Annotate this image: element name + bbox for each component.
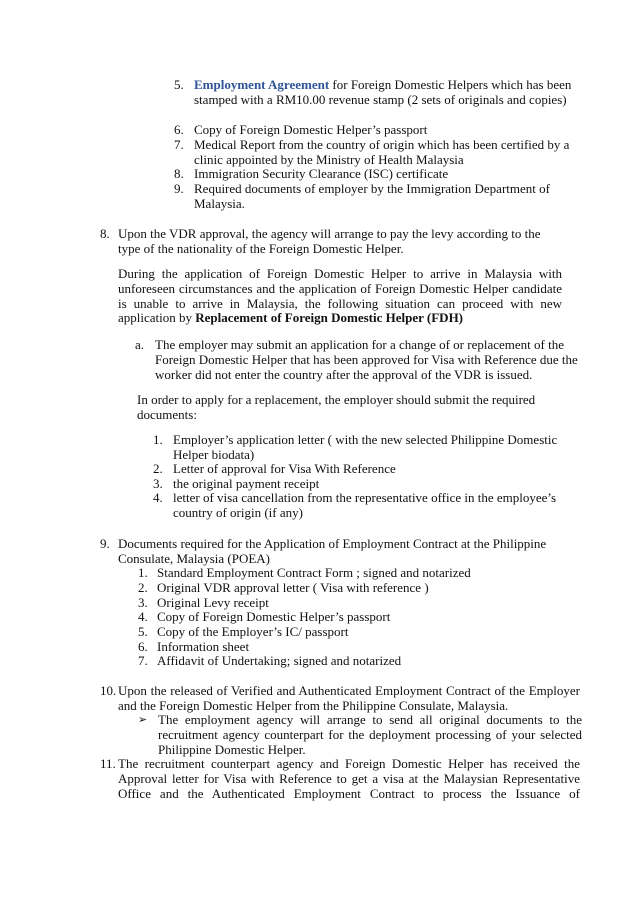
list-item [174, 123, 584, 138]
list-item [138, 566, 577, 581]
bullet-item [138, 713, 582, 757]
list-item [174, 78, 584, 108]
list-item-text: Copy of Foreign Domestic Helper’s passport [194, 122, 428, 137]
list-number: 7. [174, 137, 184, 152]
list-item-text: Copy of the Employer’s IC/ passport [157, 624, 349, 639]
list-number: 5. [174, 77, 184, 92]
list-number: 9. [174, 181, 184, 196]
list-item-text: Standard Employment Contract Form ; signed and notarized [157, 565, 471, 580]
section-text: Documents required for the Application of Employment Contract at the Philippine Consulate, Malaysia (POEA) [118, 536, 547, 566]
section-8 [100, 227, 564, 257]
list-item-text: Original Levy receipt [157, 595, 269, 610]
list-item-text: Employer’s application letter ( with the new selected Philippine Domestic Helper biodata) [173, 432, 558, 462]
list-item [153, 491, 583, 521]
list-item-text: for Foreign Domestic Helpers which has been stamped with a RM10.00 revenue stamp (2 sets of originals and copies) [194, 77, 572, 107]
section-text: The recruitment counterpart agency and Foreign Domestic Helper has received the Approval letter for Visa with Reference to get a visa at the Malaysian Representative Office and the Authenticated Employment Contract to process the Issuance of [118, 756, 580, 801]
list-number: 7. [138, 653, 148, 668]
replacement-heading: Replacement of Foreign Domestic Helper (FDH) [195, 310, 464, 326]
list-item [153, 433, 583, 463]
section-9 [100, 537, 580, 567]
list-number: 4. [138, 609, 148, 624]
replacement-paragraph [118, 267, 562, 326]
list-item [138, 625, 577, 640]
section-text: Upon the released of Verified and Authenticated Employment Contract of the Employer and the Foreign Domestic Helper from the Philippine Consulate, Malaysia. [118, 683, 580, 713]
arrow-bullet-icon: ➢ [138, 713, 148, 726]
list-item-a [135, 338, 585, 382]
list-item [138, 610, 577, 625]
list-item-text: Letter of approval for Visa With Reference [173, 461, 396, 476]
list-item-text: letter of visa cancellation from the representative office in the employee’s country of origin (if any) [173, 490, 557, 520]
list-item [153, 462, 583, 477]
replacement-intro: In order to apply for a replacement, the employer should submit the required documents: [137, 392, 536, 422]
section-number: 10. [100, 683, 117, 698]
list-item-text: Information sheet [157, 639, 250, 654]
list-number: 3. [138, 595, 148, 610]
list-item-text: the original payment receipt [173, 476, 320, 491]
list-letter: a. [135, 337, 145, 352]
list-item [138, 581, 577, 596]
list-item-text: Immigration Security Clearance (ISC) certificate [194, 166, 449, 181]
list-number: 6. [138, 639, 148, 654]
list-number: 5. [138, 624, 148, 639]
bullet-text: The employment agency will arrange to send all original documents to the recruitment agency counterpart for the deployment processing of your selected Philippine Domestic Helper. [158, 712, 582, 757]
list-number: 8. [174, 166, 184, 181]
paragraph-text: During the application of Foreign Domestic Helper to arrive in Malaysia with unforeseen circumstances and the application of Foreign Domestic Helper candidate is unable to arrive in Malaysia, the following situation can proceed with new application by [118, 266, 562, 326]
list-number: 3. [153, 476, 163, 491]
list-number: 4. [153, 490, 163, 505]
list-item-text: Original VDR approval letter ( Visa with reference ) [157, 580, 429, 595]
section-number: 11. [100, 756, 116, 771]
employment-agreement-link: Employment Agreement [194, 77, 330, 92]
list-number: 1. [138, 565, 148, 580]
list-item [174, 167, 584, 182]
list-item-text: Copy of Foreign Domestic Helper’s passport [157, 609, 391, 624]
list-item-text: Required documents of employer by the Immigration Department of Malaysia. [194, 181, 550, 211]
list-number: 6. [174, 122, 184, 137]
list-number: 2. [153, 461, 163, 476]
list-item [174, 182, 584, 212]
list-item-text: Affidavit of Undertaking; signed and notarized [157, 653, 402, 668]
list-number: 1. [153, 432, 163, 447]
section-text: Upon the VDR approval, the agency will arrange to pay the levy according to the type of the nationality of the Foreign Domestic Helper. [118, 226, 541, 256]
list-item [174, 138, 584, 168]
section-10 [100, 684, 580, 714]
list-item-text: The employer may submit an application for a change of or replacement of the Foreign Domestic Helper that has been approved for Visa with Reference due the worker did not enter the country after the approval of the VDR is issued. [155, 337, 578, 382]
section-number: 8. [100, 226, 110, 241]
list-item [138, 654, 577, 669]
section-11 [100, 757, 580, 801]
section-number: 9. [100, 536, 110, 551]
list-number: 2. [138, 580, 148, 595]
list-item-text: Medical Report from the country of origin which has been certified by a clinic appointed by the Ministry of Health Malaysia [194, 137, 570, 167]
